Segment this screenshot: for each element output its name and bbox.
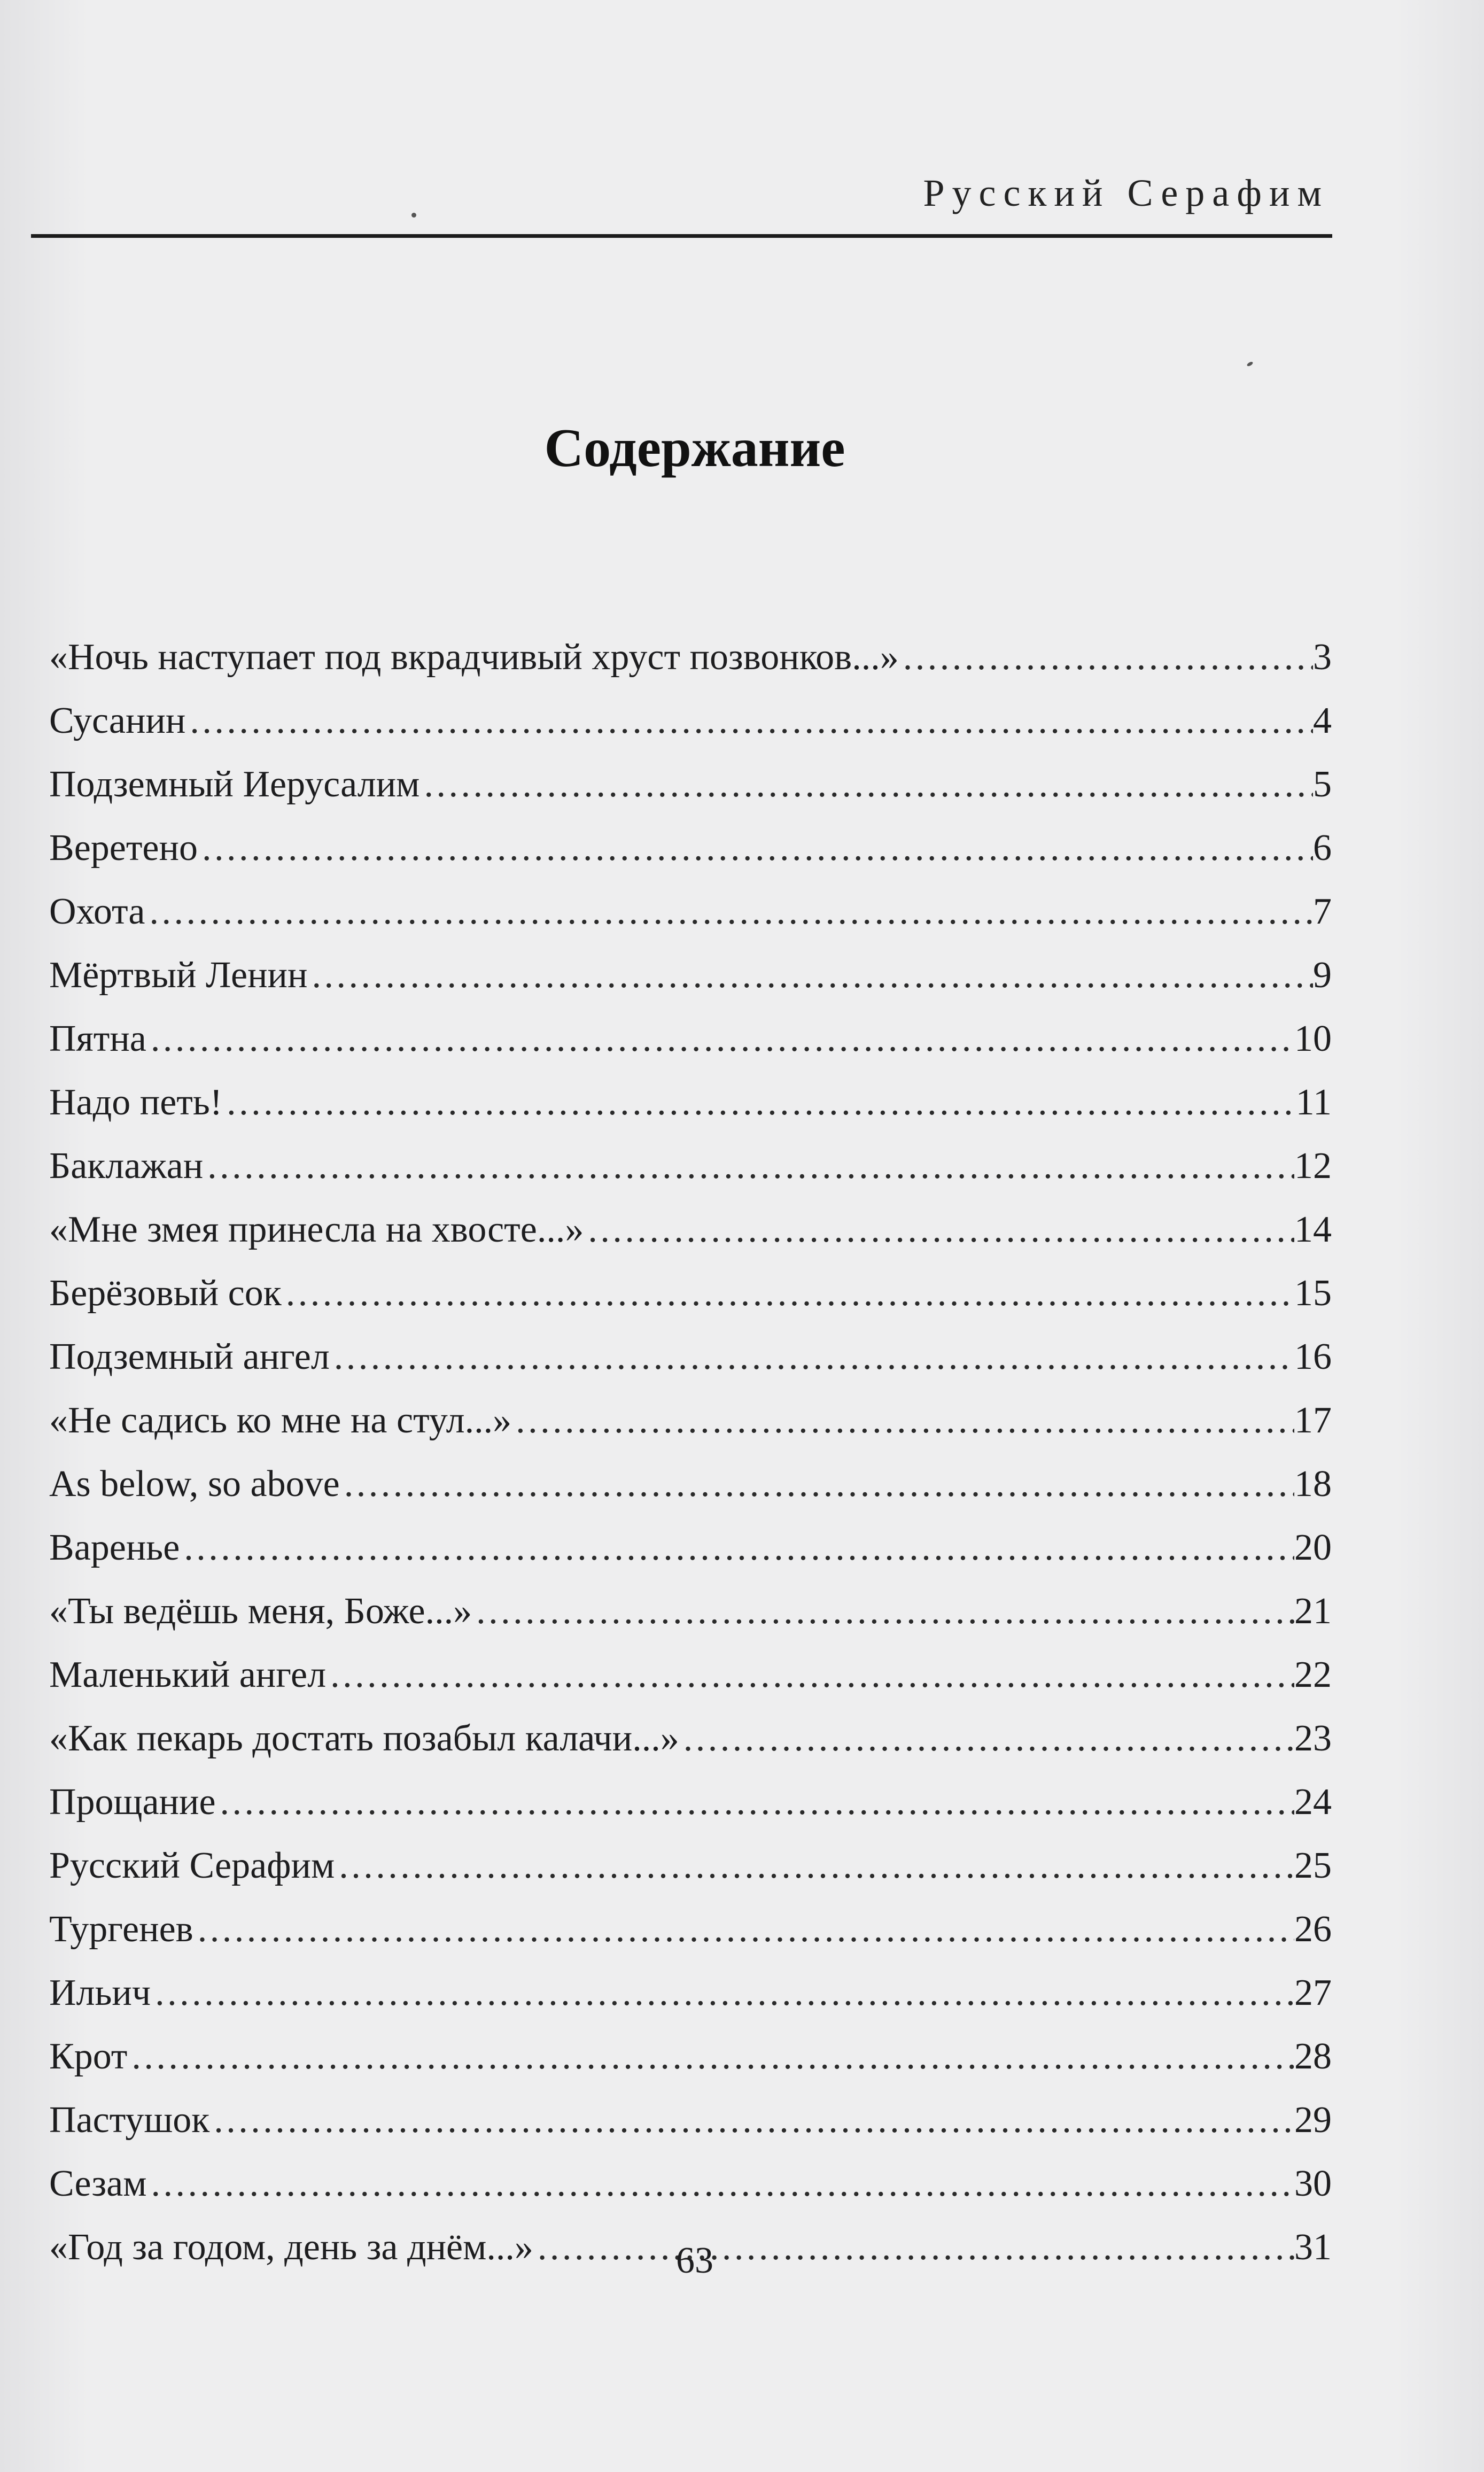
toc-entry-title: Тургенев xyxy=(49,1909,193,1950)
toc-entry-page: 20 xyxy=(1294,1527,1332,1568)
toc-entry-title: Маленький ангел xyxy=(49,1654,327,1695)
toc-entry xyxy=(49,943,1332,1007)
toc-entry-page: 30 xyxy=(1294,2163,1332,2204)
toc-entry-page: 6 xyxy=(1313,827,1332,869)
toc-entry xyxy=(49,1643,1332,1707)
toc-entry-page: 3 xyxy=(1313,637,1332,678)
toc-entry xyxy=(49,1897,1332,1961)
toc-entry-page: 4 xyxy=(1313,700,1332,741)
toc-entry-title: Подземный ангел xyxy=(49,1336,330,1377)
toc-entry-page: 25 xyxy=(1294,1845,1332,1886)
toc-entry xyxy=(49,1134,1332,1198)
toc-entry xyxy=(49,2025,1332,2088)
page-title: Содержание xyxy=(544,418,845,478)
toc-entry-page: 14 xyxy=(1294,1209,1332,1250)
toc-entry-title: «Как пекарь достать позабыл калачи...» xyxy=(49,1718,679,1759)
toc-entry xyxy=(49,689,1332,753)
toc-entry-page: 18 xyxy=(1294,1463,1332,1505)
toc-entry-page: 28 xyxy=(1294,2036,1332,2077)
toc-entry-title: Баклажан xyxy=(49,1145,204,1187)
toc-entry xyxy=(49,1261,1332,1325)
dot-leader xyxy=(185,689,1313,753)
toc-entry-page: 11 xyxy=(1295,1082,1332,1123)
toc-entry-title: «Не садись ко мне на стул...» xyxy=(49,1400,512,1441)
dot-leader xyxy=(282,1261,1294,1325)
toc-entry xyxy=(49,1198,1332,1261)
toc-entry-page: 22 xyxy=(1294,1654,1332,1695)
toc-entry-title: Охота xyxy=(49,891,145,932)
dot-leader xyxy=(899,625,1313,689)
dot-leader xyxy=(193,1897,1294,1961)
toc-entry-title: Пятна xyxy=(49,1018,146,1059)
dot-leader xyxy=(326,1643,1294,1707)
toc-entry-title: «Мне змея принесла на хвосте...» xyxy=(49,1209,584,1250)
toc-entry-title: Сусанин xyxy=(49,700,186,741)
dot-leader xyxy=(180,1516,1294,1579)
toc-entry xyxy=(49,1325,1332,1389)
dot-leader xyxy=(340,1452,1294,1516)
print-speck xyxy=(411,213,416,218)
dot-leader xyxy=(146,1007,1294,1071)
toc-entry-title: Надо петь! xyxy=(49,1082,223,1123)
toc-entry xyxy=(49,1007,1332,1071)
dot-leader xyxy=(335,1834,1294,1897)
toc-entry-title: Веретено xyxy=(49,827,198,869)
toc-entry-title: Сезам xyxy=(49,2163,147,2204)
dot-leader xyxy=(330,1325,1294,1389)
dot-leader xyxy=(222,1071,1296,1134)
toc-entry xyxy=(49,1071,1332,1134)
toc-entry xyxy=(49,2088,1332,2152)
toc-entry-page: 27 xyxy=(1294,1972,1332,2013)
toc-entry xyxy=(49,753,1332,816)
dot-leader xyxy=(203,1134,1294,1198)
toc-entry-page: 15 xyxy=(1294,1273,1332,1314)
toc-entry-title: As below, so above xyxy=(49,1463,340,1505)
toc-entry-title: Крот xyxy=(49,2036,128,2077)
toc-entry xyxy=(49,1834,1332,1897)
toc-entry xyxy=(49,1579,1332,1643)
table-of-contents xyxy=(49,625,1332,2279)
toc-entry-page: 5 xyxy=(1313,764,1332,805)
toc-entry xyxy=(49,1516,1332,1579)
toc-entry-title: Берёзовый сок xyxy=(49,1273,282,1314)
toc-entry-title: Русский Серафим xyxy=(49,1845,335,1886)
running-header: Русский Серафим xyxy=(923,172,1329,214)
dot-leader xyxy=(511,1389,1294,1452)
toc-entry-title: Ильич xyxy=(49,1972,151,2013)
toc-entry-page: 29 xyxy=(1294,2099,1332,2141)
toc-entry-title: «Ты ведёшь меня, Боже...» xyxy=(49,1591,472,1632)
toc-entry xyxy=(49,2152,1332,2215)
toc-entry-page: 10 xyxy=(1294,1018,1332,1059)
toc-entry-title: Подземный Иерусалим xyxy=(49,764,420,805)
toc-entry xyxy=(49,816,1332,880)
toc-entry xyxy=(49,880,1332,943)
dot-leader xyxy=(307,943,1313,1007)
dot-leader xyxy=(127,2025,1294,2088)
toc-entry xyxy=(49,1452,1332,1516)
header-rule xyxy=(31,234,1332,238)
toc-entry-page: 7 xyxy=(1313,891,1332,932)
toc-entry-title: Мёртвый Ленин xyxy=(49,955,308,996)
dot-leader xyxy=(419,753,1313,816)
toc-entry xyxy=(49,625,1332,689)
dot-leader xyxy=(147,2152,1295,2215)
toc-entry xyxy=(49,1770,1332,1834)
toc-entry-page: 21 xyxy=(1294,1591,1332,1632)
dot-leader xyxy=(198,816,1313,880)
toc-entry-title: Пастушок xyxy=(49,2099,210,2141)
dot-leader xyxy=(584,1198,1294,1261)
dot-leader xyxy=(679,1707,1294,1770)
toc-entry xyxy=(49,1961,1332,2025)
dot-leader xyxy=(209,2088,1294,2152)
toc-entry-title: Прощание xyxy=(49,1781,216,1823)
toc-entry-page: 24 xyxy=(1294,1781,1332,1823)
dot-leader xyxy=(145,880,1313,943)
toc-entry-page: 17 xyxy=(1294,1400,1332,1441)
dot-leader xyxy=(216,1770,1294,1834)
toc-entry-page: 23 xyxy=(1294,1718,1332,1759)
toc-entry-title: «Год за годом, день за днём...» xyxy=(49,2227,533,2268)
toc-entry-title: Варенье xyxy=(49,1527,180,1568)
toc-entry-page: 16 xyxy=(1294,1336,1332,1377)
dot-leader xyxy=(151,1961,1294,2025)
toc-entry xyxy=(49,1389,1332,1452)
toc-entry-page: 31 xyxy=(1294,2227,1332,2268)
toc-entry xyxy=(49,1707,1332,1770)
dot-leader xyxy=(472,1579,1294,1643)
toc-entry-title: «Ночь наступает под вкрадчивый хруст позвонков...» xyxy=(49,637,899,678)
toc-entry-page: 9 xyxy=(1313,955,1332,996)
page-number: 63 xyxy=(676,2240,713,2281)
toc-entry-page: 26 xyxy=(1294,1909,1332,1950)
toc-entry-page: 12 xyxy=(1294,1145,1332,1187)
